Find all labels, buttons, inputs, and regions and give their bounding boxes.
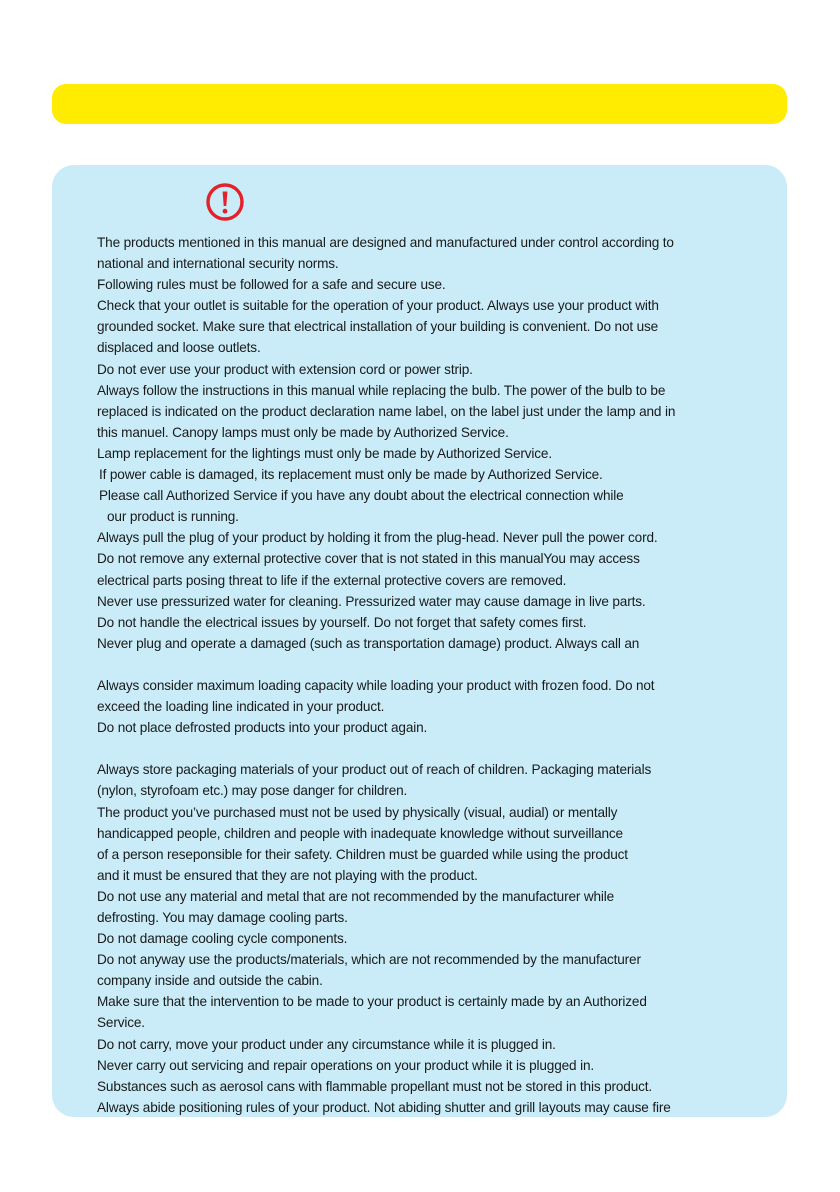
instruction-line: Always consider maximum loading capacity while loading your product with frozen food. Do not (97, 677, 655, 693)
instruction-line: Never plug and operate a damaged (such as transportation damage) product. Always call an (97, 635, 640, 651)
instruction-line: Make sure that the intervention to be made to your product is certainly made by an Authorized (97, 994, 647, 1010)
instruction-line: Do not damage cooling cycle components. (97, 931, 348, 947)
instruction-line: electrical parts posing threat to life if the external protective covers are removed. (97, 572, 567, 588)
instruction-line: our product is running. (107, 509, 239, 525)
instruction-line: The products mentioned in this manual are designed and manufactured under control according to (97, 235, 674, 250)
instruction-line: Always follow the instructions in this manual while replacing the bulb. The power of the bulb to be (97, 382, 666, 398)
instruction-line: (nylon, styrofoam etc.) may pose danger for children. (97, 783, 408, 799)
instruction-line: Always pull the plug of your product by holding it from the plug-head. Never pull the power cord. (97, 530, 658, 546)
instruction-line: grounded socket. Make sure that electrical installation of your building is convenient. Do not use (97, 319, 659, 335)
instruction-line: national and international security norms. (97, 256, 339, 272)
instruction-line: Check that your outlet is suitable for the operation of your product. Always use your product with (97, 298, 659, 314)
instruction-line: this manuel. Canopy lamps must only be made by Authorized Service. (97, 424, 509, 440)
exclamation-circle-icon (205, 182, 245, 222)
paragraph-gap (97, 738, 772, 759)
instruction-line: company inside and outside the cabin. (97, 973, 323, 989)
instruction-line: Do not anyway use the products/materials, which are not recommended by the manufacturer (97, 952, 641, 968)
instruction-line: Please call Authorized Service if you have any doubt about the electrical connection while (99, 488, 624, 504)
instruction-line: and it must be ensured that they are not playing with the product. (97, 867, 478, 883)
instruction-line: replaced is indicated on the product declaration name label, on the label just under the lamp and in (97, 403, 676, 419)
instruction-line: Do not place defrosted products into your product again. (97, 720, 428, 736)
instruction-line: If power cable is damaged, its replacement must only be made by Authorized Service. (99, 467, 603, 483)
instruction-line: Following rules must be followed for a safe and secure use. (97, 277, 446, 293)
instruction-line: of a person reseponsible for their safety. Children must be guarded while using the product (97, 846, 628, 862)
instruction-line: Do not carry, move your product under any circumstance while it is plugged in. (97, 1036, 556, 1052)
instruction-line: Service. (97, 1015, 145, 1031)
instruction-line: Do not remove any external protective cover that is not stated in this manualYou may access (97, 551, 640, 567)
instruction-line: exceed the loading line indicated in your product. (97, 699, 385, 715)
instruction-line: Always abide positioning rules of your product. Not abiding shutter and grill layouts may cause fire (97, 1099, 671, 1115)
instruction-line: The product you’ve purchased must not be used by physically (visual, audial) or mentally (97, 804, 618, 820)
safety-instructions (97, 232, 772, 1118)
instruction-line: Never carry out servicing and repair operations on your product while it is plugged in. (97, 1057, 594, 1073)
instruction-line: Do not ever use your product with extension cord or power strip. (97, 361, 473, 377)
instruction-line: Do not use any material and metal that are not recommended by the manufacturer while (97, 888, 615, 904)
paragraph-gap (97, 654, 772, 675)
instruction-line: Never use pressurized water for cleaning. Pressurized water may cause damage in live parts. (97, 593, 646, 609)
header-banner (52, 84, 787, 124)
instruction-line: handicapped people, children and people with inadequate knowledge without surveillance (97, 825, 623, 841)
instruction-line: Do not handle the electrical issues by yourself. Do not forget that safety comes first. (97, 614, 587, 630)
instruction-line: Substances such as aerosol cans with flammable propellant must not be stored in this product. (97, 1078, 653, 1094)
instruction-line: defrosting. You may damage cooling parts. (97, 910, 348, 925)
instruction-line: displaced and loose outlets. (97, 340, 261, 356)
instruction-line: Always store packaging materials of your product out of reach of children. Packaging materials (97, 762, 652, 778)
instruction-line: Lamp replacement for the lightings must only be made by Authorized Service. (97, 445, 552, 461)
